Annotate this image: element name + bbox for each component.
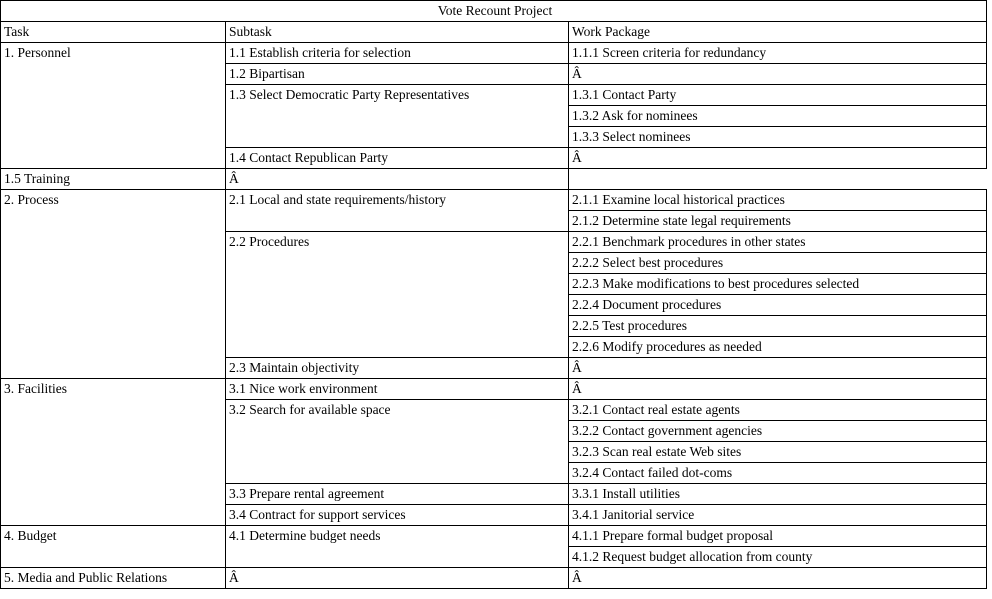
table-row [1, 43, 987, 64]
work-package-cell: 2.2.3 Make modifications to best procedures selected [569, 274, 987, 295]
work-package-cell: 1.1.1 Screen criteria for redundancy [569, 43, 987, 64]
work-package-cell: Â [569, 358, 987, 379]
table-row [1, 568, 987, 589]
work-package-cell: 3.2.1 Contact real estate agents [569, 400, 987, 421]
table-row [1, 379, 987, 400]
subtask-cell: 2.3 Maintain objectivity [226, 358, 569, 379]
work-package-cell: Â [569, 64, 987, 85]
task-cell: 2. Process [1, 190, 226, 379]
work-package-cell: 3.4.1 Janitorial service [569, 505, 987, 526]
subtask-cell: 3.2 Search for available space [226, 400, 569, 484]
work-package-cell: 2.2.1 Benchmark procedures in other states [569, 232, 987, 253]
work-package-cell: 3.2.4 Contact failed dot-coms [569, 463, 987, 484]
column-header-task: Task [1, 22, 226, 43]
subtask-cell: 1.2 Bipartisan [226, 64, 569, 85]
work-package-cell: Â [569, 568, 987, 589]
subtask-cell: 1.3 Select Democratic Party Representatives [226, 85, 569, 148]
work-package-cell: Â [569, 379, 987, 400]
work-package-cell: 1.3.2 Ask for nominees [569, 106, 987, 127]
page-title: Vote Recount Project [1, 1, 987, 22]
table-row [1, 526, 987, 547]
work-package-cell: 2.2.6 Modify procedures as needed [569, 337, 987, 358]
work-package-cell: Â [569, 148, 987, 169]
work-package-cell: 2.2.5 Test procedures [569, 316, 987, 337]
subtask-cell: 1.4 Contact Republican Party [226, 148, 569, 169]
subtask-cell: 3.3 Prepare rental agreement [226, 484, 569, 505]
work-package-cell: 4.1.2 Request budget allocation from county [569, 547, 987, 568]
header-row [1, 22, 987, 43]
subtask-cell: 1.5 Training [1, 169, 226, 190]
task-cell: 4. Budget [1, 526, 226, 568]
work-package-cell: 2.2.2 Select best procedures [569, 253, 987, 274]
work-package-cell: 2.1.1 Examine local historical practices [569, 190, 987, 211]
subtask-cell: 1.1 Establish criteria for selection [226, 43, 569, 64]
work-package-cell: Â [226, 169, 569, 190]
task-cell: 1. Personnel [1, 43, 226, 169]
work-package-cell: 3.2.3 Scan real estate Web sites [569, 442, 987, 463]
subtask-cell: 3.1 Nice work environment [226, 379, 569, 400]
work-package-cell: 2.2.4 Document procedures [569, 295, 987, 316]
work-package-cell: 4.1.1 Prepare formal budget proposal [569, 526, 987, 547]
table-row [1, 169, 987, 190]
work-package-cell: 3.2.2 Contact government agencies [569, 421, 987, 442]
subtask-cell: 4.1 Determine budget needs [226, 526, 569, 568]
work-package-cell: 1.3.1 Contact Party [569, 85, 987, 106]
subtask-cell: 2.2 Procedures [226, 232, 569, 358]
subtask-cell: 2.1 Local and state requirements/history [226, 190, 569, 232]
work-package-cell: 3.3.1 Install utilities [569, 484, 987, 505]
subtask-cell: 3.4 Contract for support services [226, 505, 569, 526]
table-row [1, 190, 987, 211]
work-package-cell: 2.1.2 Determine state legal requirements [569, 211, 987, 232]
column-header-subtask: Subtask [226, 22, 569, 43]
title-row [1, 1, 987, 22]
subtask-cell: Â [226, 568, 569, 589]
task-cell: 3. Facilities [1, 379, 226, 526]
task-cell: 5. Media and Public Relations [1, 568, 226, 589]
work-package-cell: 1.3.3 Select nominees [569, 127, 987, 148]
column-header-work-package: Work Package [569, 22, 987, 43]
